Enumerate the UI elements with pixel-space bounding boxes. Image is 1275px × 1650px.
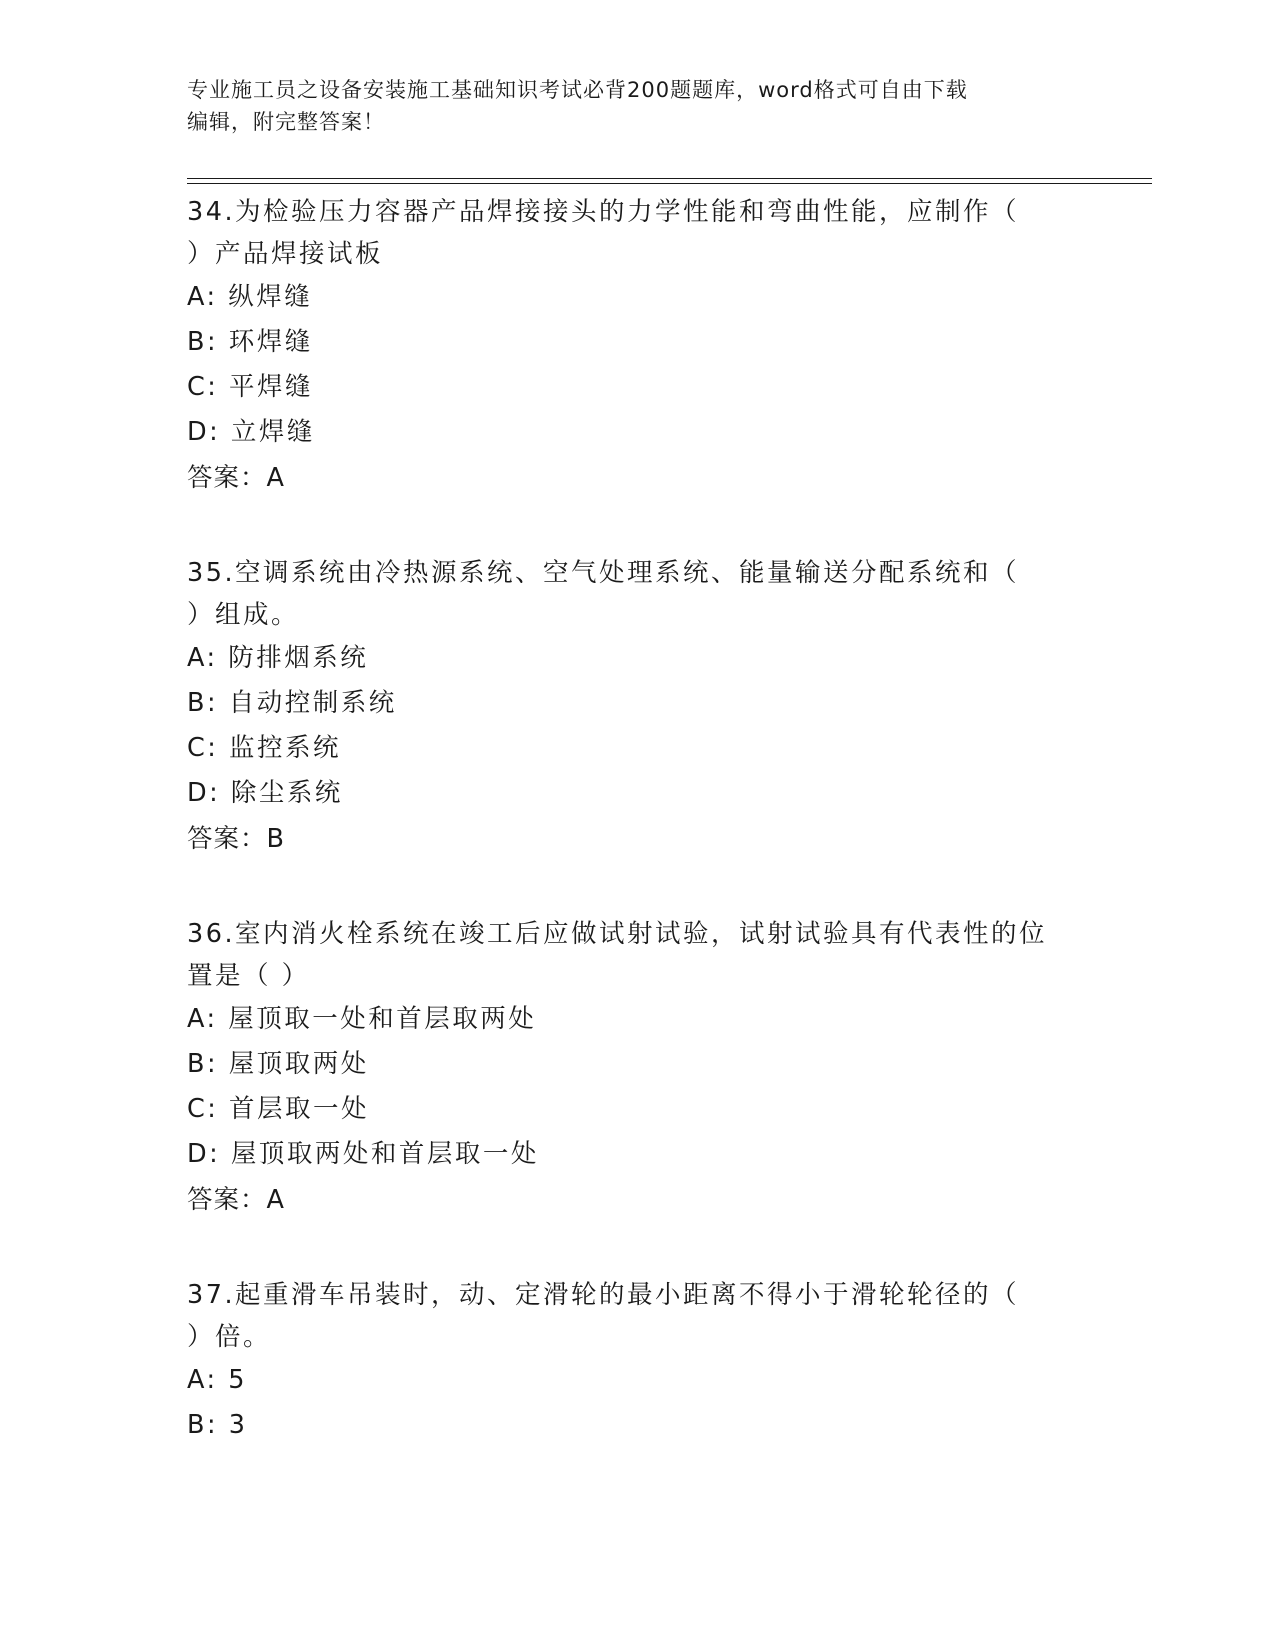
option-c: C: 平焊缝 <box>187 372 314 402</box>
question-34 <box>187 188 1087 501</box>
answer-text: 答案：B <box>187 824 285 854</box>
option-d: D: 除尘系统 <box>187 778 343 808</box>
question-spacer <box>187 501 1087 549</box>
question-stem-line: 37.起重滑车吊装时，动、定滑轮的最小距离不得小于滑轮轮径的（ <box>187 1280 1020 1310</box>
option-a: A: 防排烟系统 <box>187 643 369 673</box>
question-list <box>187 188 1087 1448</box>
question-stem-line: 36.室内消火栓系统在竣工后应做试射试验，试射试验具有代表性的位 <box>187 919 1048 949</box>
question-35 <box>187 549 1087 862</box>
question-36 <box>187 910 1087 1223</box>
question-stem <box>187 910 1087 997</box>
answer-text: 答案：A <box>187 1185 285 1215</box>
option-b: B: 自动控制系统 <box>187 688 397 718</box>
option-a: A: 5 <box>187 1365 247 1395</box>
option-c: C: 监控系统 <box>187 733 342 763</box>
question-37 <box>187 1271 1087 1448</box>
option-b: B: 3 <box>187 1410 248 1440</box>
header-divider-top <box>187 178 1152 179</box>
option-d: D: 立焊缝 <box>187 417 315 447</box>
option-a: A: 屋顶取一处和首层取两处 <box>187 1004 537 1034</box>
header-line-2: 编辑，附完整答案！ <box>187 110 385 134</box>
question-stem-line: ）倍。 <box>187 1322 272 1352</box>
question-spacer <box>187 862 1087 910</box>
option-b: B: 环焊缝 <box>187 327 313 357</box>
question-stem-line: ）组成。 <box>187 600 300 630</box>
option-c: C: 首层取一处 <box>187 1094 370 1124</box>
option-b: B: 屋顶取两处 <box>187 1049 369 1079</box>
question-stem-line: 35.空调系统由冷热源系统、空气处理系统、能量输送分配系统和（ <box>187 558 1020 588</box>
question-spacer <box>187 1223 1087 1271</box>
document-header <box>187 74 1077 138</box>
option-d: D: 屋顶取两处和首层取一处 <box>187 1139 539 1169</box>
question-stem <box>187 188 1087 275</box>
question-stem-line: ）产品焊接试板 <box>187 239 384 269</box>
option-a: A: 纵焊缝 <box>187 282 313 312</box>
header-line-1: 专业施工员之设备安装施工基础知识考试必背200题题库，word格式可自由下载 <box>187 78 968 102</box>
answer-text: 答案：A <box>187 463 285 493</box>
question-stem <box>187 549 1087 636</box>
question-stem <box>187 1271 1087 1358</box>
question-stem-line: 置是（ ） <box>187 961 310 991</box>
question-stem-line: 34.为检验压力容器产品焊接接头的力学性能和弯曲性能，应制作（ <box>187 197 1020 227</box>
header-divider-bottom <box>187 183 1152 184</box>
